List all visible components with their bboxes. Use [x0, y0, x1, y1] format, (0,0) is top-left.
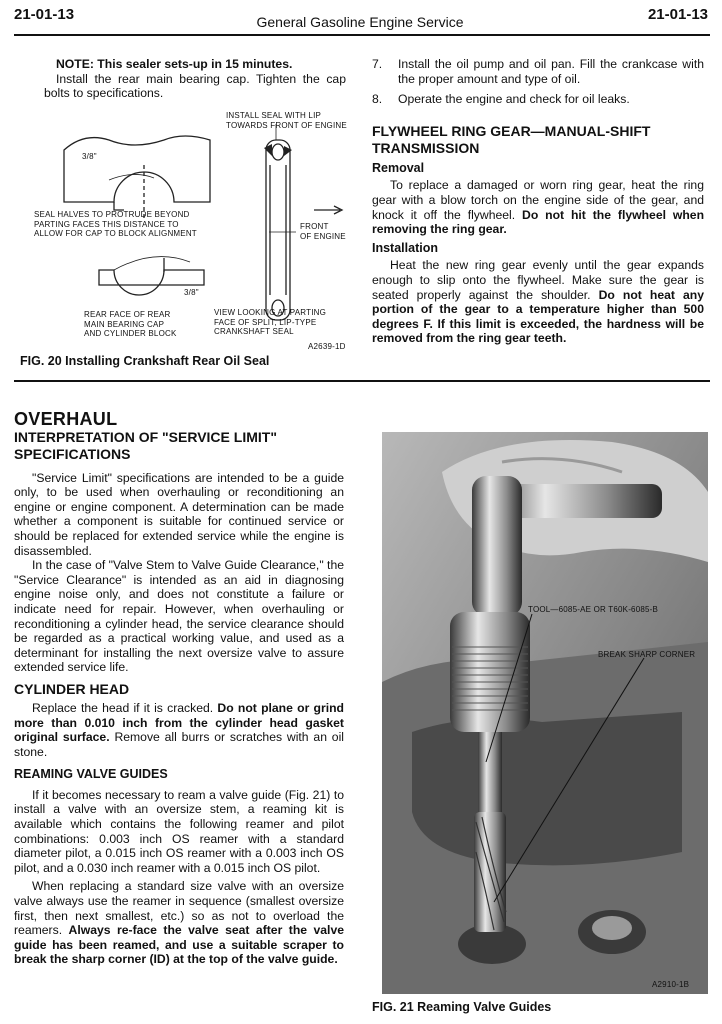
overhaul-column [14, 409, 345, 967]
flywheel-heading: FLYWHEEL RING GEAR—MANUAL-SHIFT TRANSMISSION [372, 122, 651, 156]
reaming-heading: REAMING VALVE GUIDES [14, 767, 168, 782]
service-limit-heading: INTERPRETATION OF "SERVICE LIMIT" SPECIFICATIONS [14, 428, 277, 462]
fig20-label-seal-halves: SEAL HALVES TO PROTRUDE BEYOND PARTING FACES THIS DISTANCE TO ALLOW FOR CAP TO BLOCK ALIGNMENT [34, 210, 197, 238]
sealer-note: NOTE: This sealer sets-up in 15 minutes. [56, 57, 293, 71]
installation-para: Heat the new ring gear evenly until the gear expands enough to slip onto the flywheel. Make sure the gear is seated properly against the shoulder. Do not heat any portion of the gear to a temperature higher than 500 degrees F. If this limit is exceeded, the hardness will be removed from the ring gear teeth. [372, 258, 704, 346]
service-limit-para-1: "Service Limit" specifications are intended to be a guide only, to be used when overhauling or reconditioning an engine or engine component. A determination can be made whether a component is suitable for continued service or should be replaced for extended service while the engine is disassembled. [14, 470, 344, 558]
fig21-code: A2910-1B [652, 980, 690, 989]
fig21-drawing [382, 432, 708, 994]
fig20-label-front: FRONT OF ENGINE [300, 222, 346, 241]
header-rule [14, 34, 710, 36]
fig21-photo [382, 432, 708, 994]
page-number-right: 21-01-13 [647, 6, 708, 23]
fig20-label-rear-face: REAR FACE OF REAR MAIN BEARING CAP AND CYLINDER BLOCK [84, 310, 177, 338]
removal-para: To replace a damaged or worn ring gear, heat the ring gear with a blow torch on the engine side of the gear, and knock it off the flywheel. Do not hit the flywheel when removing the ring gear. [372, 178, 705, 237]
fig21-label-tool: TOOL—6085-AE OR T60K-6085-B [528, 605, 659, 614]
fig21-caption: FIG. 21 Reaming Valve Guides [372, 1000, 552, 1014]
list-item-8: 8. Operate the engine and check for oil leaks. [372, 92, 630, 107]
left-top-text [44, 57, 346, 101]
installation-heading: Installation [372, 240, 438, 255]
fig20-label-38-top: 3/8" [82, 152, 97, 161]
service-limit-para-2: In the case of "Valve Stem to Valve Guide Clearance," the "Service Clearance" is intended as an aid in diagnosing engine noise only, and does not constitute a failure or indicate need for repair. However, when overhauling or reconditioning a cylinder head, the service clearance should be regarded as a practical working value, and used as a determinant for installing the next oversize valve to assure extended service life. [14, 558, 344, 675]
running-header-title: General Gasoline Engine Service [256, 14, 464, 30]
fig20-caption: FIG. 20 Installing Crankshaft Rear Oil Seal [20, 354, 270, 368]
overhaul-title: OVERHAUL [14, 409, 118, 429]
cylinder-head-para: Replace the head if it is cracked. Do not plane or grind more than 0.010 inch from the cylinder head gasket original surface. Remove all burrs or scratches with an oil stone. [14, 700, 344, 759]
fig20-code: A2639-1D [308, 342, 346, 351]
list-item-7: 7. Install the oil pump and oil pan. Fill the crankcase with the proper amount and type of oil. [372, 57, 704, 86]
reaming-para-2: When replacing a standard size valve with an oversize valve always use the reamer in sequence (smallest oversize first, then next smallest, etc.) so as not to overload the reamers. Always re-face the valve seat after the valve guide has been reamed, and use a suitable scraper to break the sharp corner (ID) at the top of the valve guide. [14, 879, 345, 967]
fig20-diagram [14, 110, 354, 350]
fig20-label-38-bottom: 3/8" [184, 288, 199, 297]
page-number-left: 21-01-13 [14, 6, 75, 23]
fig21-label-break: BREAK SHARP CORNER [598, 650, 696, 659]
section-rule [14, 380, 710, 382]
bearing-cap-para: Install the rear main bearing cap. Tighten the cap bolts to specifications. [44, 71, 346, 101]
cylinder-head-heading: CYLINDER HEAD [14, 680, 130, 697]
removal-heading: Removal [372, 160, 425, 175]
fig20-label-install-seal: INSTALL SEAL WITH LIP TOWARDS FRONT OF ENGINE [226, 111, 347, 130]
fig20-label-view: VIEW LOOKING AT PARTING FACE OF SPLIT, LIP-TYPE CRANKSHAFT SEAL [214, 308, 327, 336]
reaming-para-1: If it becomes necessary to ream a valve guide (Fig. 21) to install a valve with an oversize stem, a reaming kit is available which contains the following reamer and pilot combinations: 0.003 inch OS reamer with a standard diameter pilot, a 0.015 inch OS reamer with a 0.003 inch OS pilot, and a 0.030 inch reamer with a 0.015 inch OS pilot. [14, 787, 344, 875]
right-top-text [372, 57, 704, 346]
